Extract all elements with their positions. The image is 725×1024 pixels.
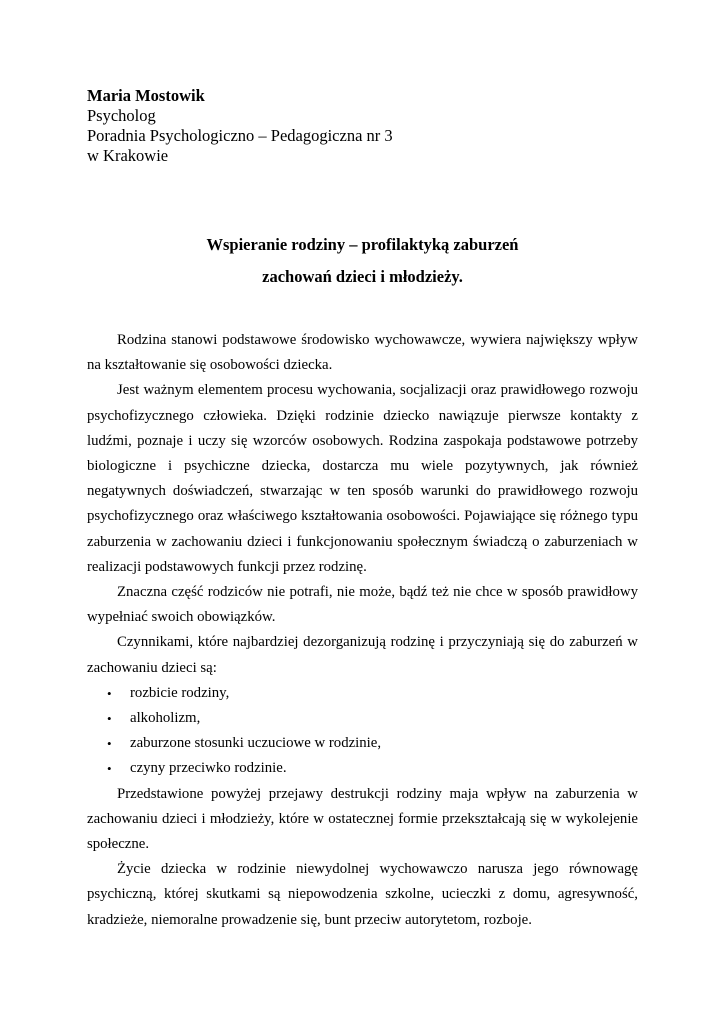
paragraph-5: Przedstawione powyżej przejawy destrukcji rodziny maja wpływ na zaburzenia w zachowaniu dzieci i młodzieży, które w ostatecznej formie przekształcają się w wykolejenie społeczne. (87, 785, 638, 853)
list-item-text: rozbicie rodziny, (130, 684, 230, 701)
list-item-text: czyny przeciwko rodzinie. (130, 760, 287, 777)
title-line-1: Wspieranie rodziny – profilaktyką zaburzeń (206, 235, 519, 254)
list-item (87, 681, 638, 706)
paragraph-4: Czynnikami, które najbardziej dezorganizują rodzinę i przyczyniają się do zaburzeń w zachowaniu dzieci są: (87, 634, 638, 676)
title-line-2: zachowań dzieci i młodzieży. (262, 267, 463, 286)
list-item-text: alkoholizm, (130, 710, 201, 727)
author-block (87, 86, 638, 166)
paragraph-1: Rodzina stanowi podstawowe środowisko wychowawcze, wywiera największy wpływ na kształtowanie się osobowości dziecka. (87, 332, 638, 374)
author-institution: Poradnia Psychologiczno – Pedagogiczna nr 3 (87, 126, 393, 145)
author-role: Psycholog (87, 106, 156, 125)
factor-list (87, 681, 638, 782)
paragraph-2: Jest ważnym elementem procesu wychowania, socjalizacji oraz prawidłowego rozwoju psychofizycznego człowieka. Dzięki rodzinie dziecko nawiązuje pierwsze kontakty z ludźmi, poznaje i uczy się wzorców osobowych. Rodzina zaspokaja podstawowe potrzeby biologiczne i psychiczne dziecka, dostarcza mu wiele pozytywnych, jak również negatywnych doświadczeń, stwarzając w ten sposób warunki do prawidłowego rozwoju psychofizycznego oraz właściwego kształtowania osobowości. Pojawiające się różnego typu zaburzenia w zachowaniu dzieci i funkcjonowaniu społecznym świadczą o zaburzeniach w realizacji podstawowych funkcji przez rodzinę. (87, 382, 638, 575)
author-name: Maria Mostowik (87, 86, 205, 105)
list-item (87, 731, 638, 756)
paragraph-3: Znaczna część rodziców nie potrafi, nie może, bądź też nie chce w sposób prawidłowy wypełniać swoich obowiązków. (87, 584, 638, 626)
bullet-icon: • (107, 685, 112, 701)
document-title (87, 235, 638, 287)
list-item-text: zaburzone stosunki uczuciowe w rodzinie, (130, 735, 382, 752)
document-body (87, 328, 638, 933)
bullet-icon: • (107, 761, 112, 777)
bullet-icon: • (107, 711, 112, 727)
bullet-icon: • (107, 736, 112, 752)
list-item (87, 706, 638, 731)
paragraph-6: Życie dziecka w rodzinie niewydolnej wychowawczo narusza jego równowagę psychiczną, której skutkami są niepowodzenia szkolne, ucieczki z domu, agresywność, kradzieże, niemoralne prowadzenie się, bunt przeciw autorytetom, rozboje. (87, 861, 638, 928)
author-city: w Krakowie (87, 146, 169, 165)
list-item (87, 756, 638, 781)
